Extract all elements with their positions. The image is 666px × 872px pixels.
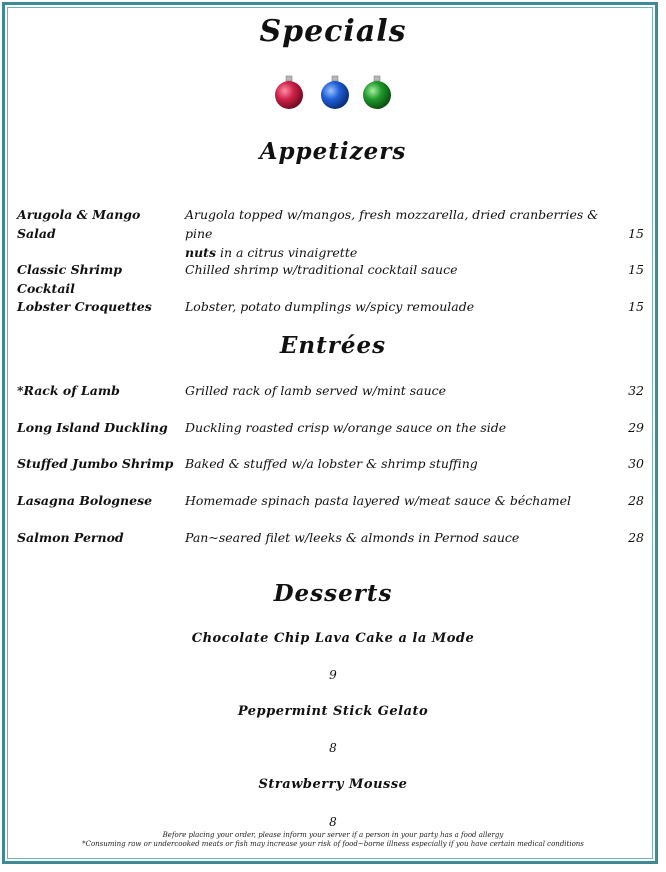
dessert-name: Chocolate Chip Lava Cake a la Mode	[191, 631, 475, 646]
entree-description: Duckling roasted crisp w/orange sauce on the side	[185, 420, 507, 435]
appetizer-description-line: Arugola topped w/mangos, fresh mozzarella, dried cranberries & pine	[185, 207, 599, 241]
entree-name: Long Island Duckling	[17, 420, 168, 435]
entree-price: 32	[628, 383, 644, 398]
entree-name: Salmon Pernod	[17, 530, 124, 545]
entree-name: Lasagna Bolognese	[17, 493, 153, 508]
blue-ornament-icon	[320, 74, 350, 110]
entree-name: *Rack of Lamb	[17, 383, 120, 398]
dessert-price: 9	[329, 668, 337, 682]
entree-price: 28	[628, 530, 644, 545]
dessert-price: 8	[329, 815, 337, 829]
entree-description: Homemade spinach pasta layered w/meat sauce & béchamel	[185, 493, 572, 508]
green-ornament-icon	[362, 74, 392, 110]
allergy-footnote: Before placing your order, please inform your server if a person in your party has a food allergy	[162, 831, 504, 839]
desserts-heading: Desserts	[273, 580, 393, 607]
entree-description: Grilled rack of lamb served w/mint sauce	[185, 383, 447, 398]
entree-description: Baked & stuffed w/a lobster & shrimp stuffing	[185, 456, 478, 471]
appetizer-description	[185, 205, 605, 262]
appetizer-name: Arugola & Mango Salad	[17, 207, 141, 241]
entree-price: 29	[628, 420, 644, 435]
appetizer-description-line: in a citrus vinaigrette	[216, 245, 358, 260]
dessert-price: 8	[329, 741, 337, 755]
appetizer-description-bold: nuts	[185, 245, 216, 260]
consumption-warning-footnote: *Consuming raw or undercooked meats or fish may increase your risk of food~borne illness especially if you have certain medical conditions	[82, 840, 584, 848]
menu-title: Specials	[259, 14, 407, 49]
appetizer-price: 15	[628, 226, 644, 241]
appetizer-name: Classic Shrimp Cocktail	[17, 262, 122, 296]
entree-price: 30	[628, 456, 644, 471]
dessert-name: Strawberry Mousse	[258, 777, 408, 792]
appetizer-name: Lobster Croquettes	[17, 299, 152, 314]
appetizers-heading: Appetizers	[259, 138, 407, 165]
ornament-row	[270, 74, 400, 114]
entree-description: Pan~seared filet w/leeks & almonds in Pernod sauce	[185, 530, 520, 545]
appetizer-price: 15	[628, 299, 644, 314]
appetizer-description: Chilled shrimp w/traditional cocktail sauce	[185, 262, 458, 277]
entrees-heading: Entrées	[279, 332, 387, 359]
entree-name: Stuffed Jumbo Shrimp	[17, 456, 174, 471]
red-ornament-icon	[274, 74, 304, 110]
appetizer-price: 15	[628, 262, 644, 277]
appetizer-description: Lobster, potato dumplings w/spicy remoulade	[185, 299, 475, 314]
entree-price: 28	[628, 493, 644, 508]
dessert-name: Peppermint Stick Gelato	[237, 704, 429, 719]
